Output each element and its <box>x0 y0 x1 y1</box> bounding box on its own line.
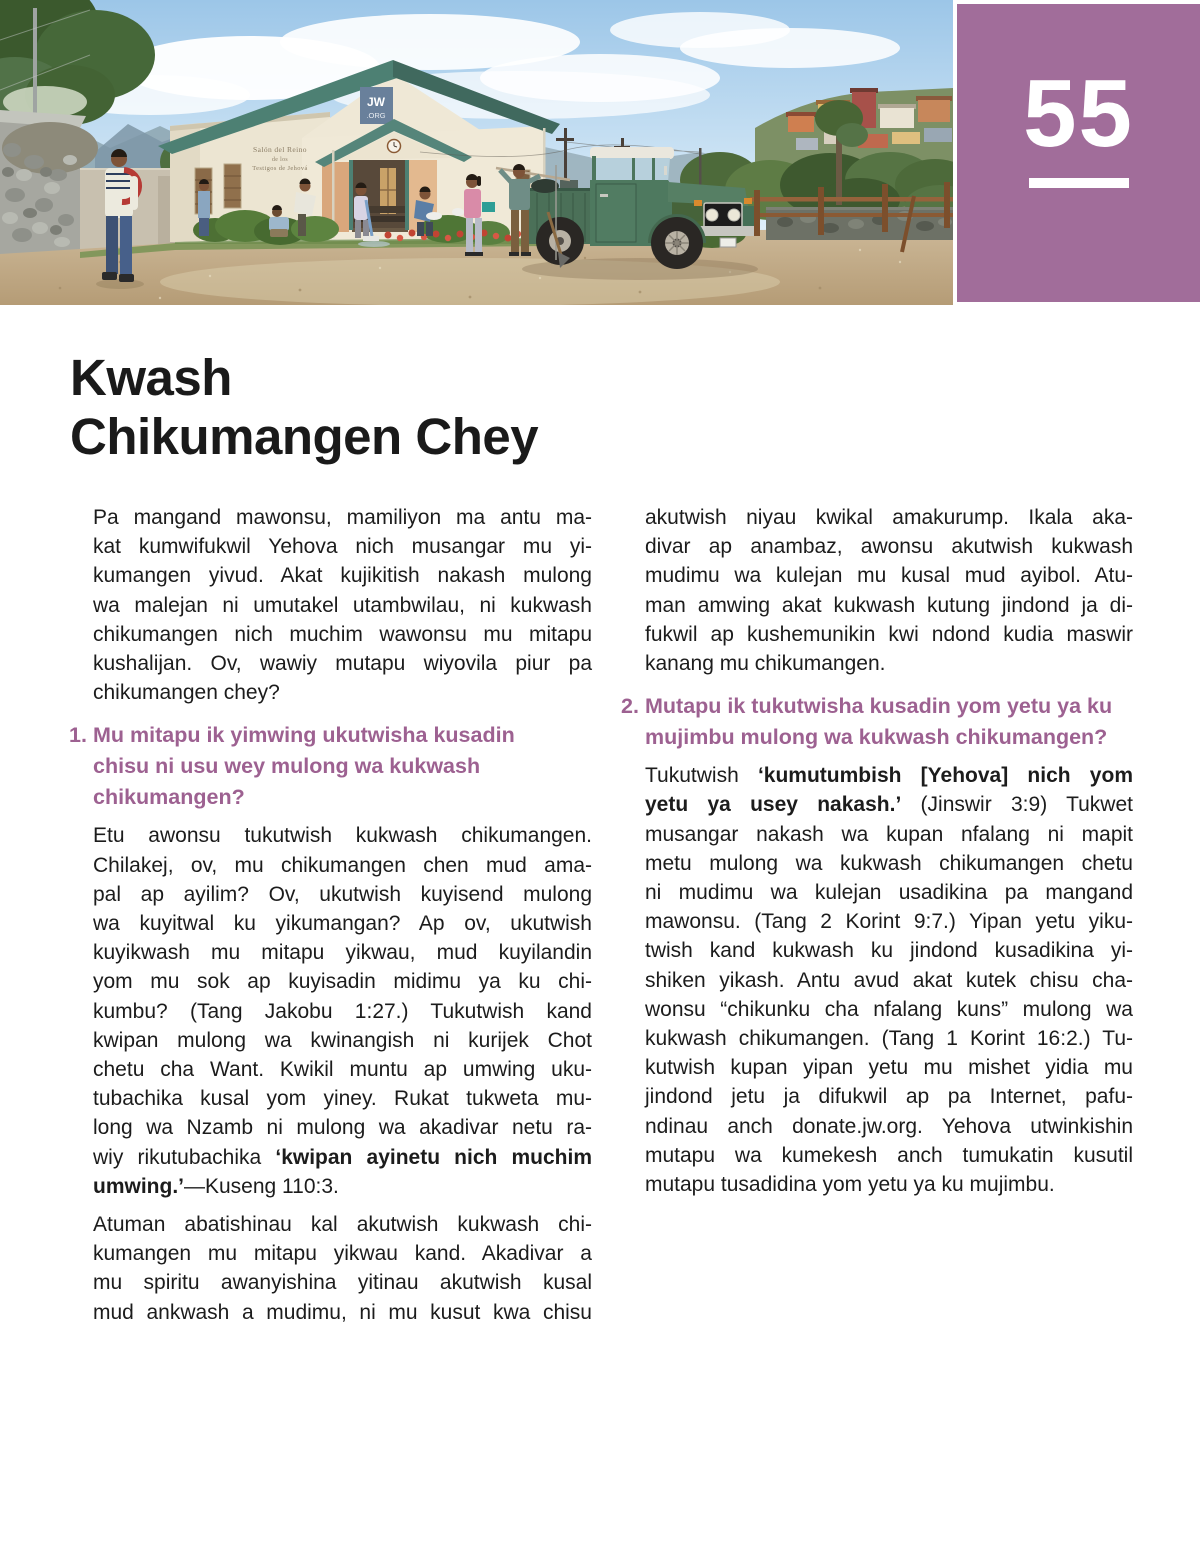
jw-org-sign <box>360 87 393 124</box>
title-line-1: Kwash <box>70 349 232 406</box>
paragraph-line: kumbu? (Tang Jakobu 1:27.) Tukutwish kand <box>93 999 592 1023</box>
hall-sign-line1: Salón del Reino <box>253 145 307 154</box>
paragraph-line: wa kuyitwal ku yikumangan? Ap ov, ukutwish <box>93 912 592 936</box>
license-plate <box>720 238 736 247</box>
section-heading <box>621 691 1133 753</box>
paragraph-line: man amwing akat kukwash kutung jindond ja di- <box>645 593 1133 617</box>
paragraph-line: kukwash chikumangen. (Tang 1 Korint 16:2.) Tu- <box>645 1027 1133 1051</box>
paragraph-line: Tukutwish ‘kumutumbish [Yehova] nich yom <box>645 764 1133 788</box>
paragraph-line: yom mu sok ap kuyisadin midimu ya ku chi- <box>93 970 592 994</box>
article-column-right <box>623 503 1133 1208</box>
paragraph-line: mud ankwash a mudimu, ni mu kusut kwa chisu <box>93 1300 592 1324</box>
lesson-number: 55 <box>1023 60 1134 167</box>
paragraph-line: ndinau anch donate.jw.org. Yehova utwinkishin <box>645 1114 1133 1138</box>
paragraph-line: umwing.’—Kuseng 110:3. <box>93 1174 339 1198</box>
section-heading-line: Mu mitapu ik yimwing ukutwisha kusadin <box>93 723 515 748</box>
jw-sign-text: JW <box>367 95 385 109</box>
paragraph-line: kumangen yivud. Akat kujikitish nakash mulong <box>93 564 592 588</box>
paragraph <box>93 503 592 707</box>
paragraph-line: kutwish kupan yipan yetu mu mishet yidia mu <box>645 1056 1133 1080</box>
paragraph-line: akutwish niyau kwikal amakurump. Ikala aka- <box>645 506 1133 529</box>
paragraph-line: ni mudimu wa kulejan usadikina pa mangand <box>645 881 1133 905</box>
hall-sign-line2: de los <box>271 157 289 163</box>
paragraph-line: metu mulong wa kukwash chikumangen chetu <box>645 851 1133 875</box>
section-heading-line: chikumangen? <box>93 785 245 810</box>
paragraph-line: chetu cha Want. Kwikil muntu ap umwing uku- <box>93 1058 592 1082</box>
paragraph-line: mutapu tusadidina yom yetu ya ku mujimbu. <box>645 1173 1055 1197</box>
paragraph-line: Chilakej, ov, mu chikumangen chen mud ama- <box>93 853 592 877</box>
paragraph-line: wa malejan ni umutakel utambwilau, ni kukwash <box>93 593 592 617</box>
paragraph-line: Atuman abatishinau kal akutwish kukwash chi- <box>93 1213 592 1237</box>
fence-pole <box>33 8 37 116</box>
title-line-2: Chikumangen Chey <box>70 408 539 465</box>
paragraph <box>93 1210 592 1327</box>
section-heading-line: chisu ni usu wey mulong wa kukwash <box>93 754 481 779</box>
paragraph-line: kushalijan. Ov, wawiy mutapu wiyovila piur pa <box>93 652 592 676</box>
section-heading <box>69 720 592 813</box>
jw-sign-org-text: .ORG <box>366 111 386 120</box>
paragraph-line: kat kumwifukwil Yehova nich musangar mu yi- <box>93 535 592 559</box>
paragraph-line: twish kand kukwash ku jindond kusadikina yi- <box>645 939 1133 963</box>
paragraph-line: kanang mu chikumangen. <box>645 652 886 676</box>
paragraph-line: long wa Nzamb ni mulong wa akadivar netu ra- <box>93 1116 592 1140</box>
paragraph-line: musangar nakash wa kupan nfalang ni mapit <box>645 822 1133 846</box>
paragraph-line: chikumangen nich muchim wawonsu mu mitapu <box>93 622 592 646</box>
paragraph-line: wiy rikutubachika ‘kwipan ayinetu nich muchim <box>93 1145 593 1169</box>
paragraph-line: mudimu wa kulejan mu kusal mud ayibol. Atu- <box>645 564 1133 588</box>
lesson-photo <box>0 0 953 305</box>
paragraph-line: kwipan mulong wa kwinangish ni kurijek Chot <box>93 1028 592 1052</box>
section-number: 2. <box>621 694 639 719</box>
paragraph <box>645 761 1133 1199</box>
paragraph-line: kuyikwash mu mitapu yikwau, mud kuyilandin <box>93 941 592 965</box>
lesson-number-badge <box>957 4 1200 302</box>
lesson-number-underline <box>1029 178 1129 188</box>
page-title <box>70 348 538 466</box>
paragraph <box>645 503 1133 678</box>
section-heading-line: Mutapu ik tukutwisha kusadin yom yetu ya ku <box>645 694 1113 719</box>
paragraph-line: mu spiritu awanyishina yitinau akutwish kusal <box>93 1271 592 1295</box>
paragraph-line: mutapu wa kumekesh anch tumukatin kusutil <box>645 1143 1133 1167</box>
paragraph-line: chikumangen chey? <box>93 681 280 705</box>
paragraph <box>93 821 592 1201</box>
paragraph-line: yetu ya usey nakash.’ (Jinswir 3:9) Tukwet <box>645 793 1133 817</box>
paragraph-line: Etu awonsu tukutwish kukwash chikumangen. <box>93 824 592 848</box>
section-number: 1. <box>69 723 87 748</box>
paragraph-line: fukwil ap kushemunikin kwi ndond kudia maswir <box>645 622 1133 646</box>
paragraph-line: shiken yikash. Antu avud akat kutek chisu cha- <box>645 968 1133 992</box>
paragraph-line: mawonsu. (Tang 2 Korint 9:7.) Yipan yetu yiku- <box>645 910 1133 934</box>
paragraph-line: wonsu “chikunku cha nfalang kuns” mulong wa <box>645 997 1133 1021</box>
volunteer-at-window <box>198 179 210 236</box>
paragraph-line: pal ap ayilim? Ov, ukutwish kuyisend mulong <box>93 882 592 906</box>
hall-sign-line3: Testigos de Jehová <box>252 165 308 172</box>
paragraph-line: jindond jetu ja difukwil ap pa Internet, pafu- <box>645 1085 1133 1109</box>
paragraph-line: Pa mangand mawonsu, mamiliyon ma antu ma- <box>93 506 592 529</box>
paragraph-line: divar ap anambaz, awonsu akutwish kukwash <box>645 535 1133 559</box>
paragraph-line: tubachika kusal yom yiney. Rukat tukweta mu- <box>93 1087 592 1111</box>
article-column-left <box>71 503 592 1336</box>
paragraph-line: kumangen mu mitapu yikwau kand. Akadivar a <box>93 1242 592 1266</box>
section-heading-line: mujimbu mulong wa kukwash chikumangen? <box>645 725 1108 750</box>
